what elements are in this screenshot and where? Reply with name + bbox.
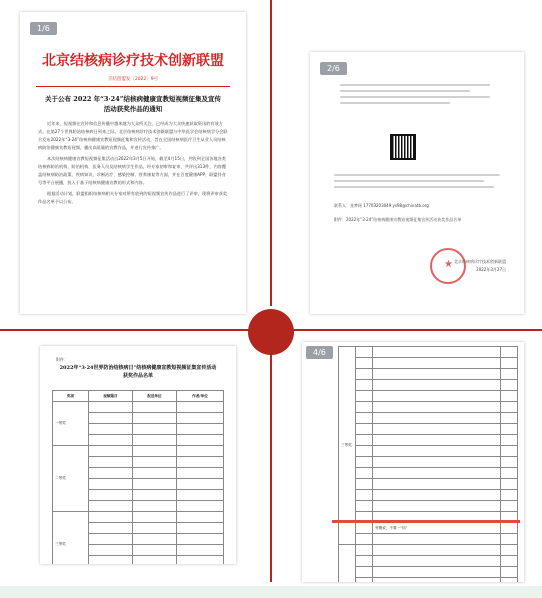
group-label: 三等奖 — [339, 347, 356, 545]
page-1 — [20, 12, 246, 314]
highlighted-cell: 劳模说，不要一“结” — [373, 523, 501, 534]
page-badge: 2/6 — [320, 62, 347, 75]
highlight-underline — [332, 520, 520, 523]
paragraph: 根据活动计划，联盟组织结核病相关专家对所有收到的短视频宣传作品进行了评审，现将评审获奖作品名单予以公布。 — [38, 191, 228, 204]
signer: 北京结核病诊疗技术创新联盟 — [454, 259, 506, 264]
column-header: 作者/单位 — [176, 391, 223, 402]
vertical-divider-bottom — [270, 352, 272, 582]
group-label: 二等奖 — [53, 446, 89, 512]
list-title: 2022年“3·24世界防治结核病日”结核病健康宣教短视频征集宣传活动获奖作品名单 — [59, 365, 217, 379]
group-label: 一等奖 — [53, 402, 89, 446]
footer-strip — [0, 586, 542, 598]
date: 2022年3月27日 — [476, 267, 506, 272]
notice-title: 关于公布 2022 年“3·24”结核病健康宣教短视频征集及宣传活动获奖作品的通知 — [45, 95, 221, 113]
page-badge: 1/6 — [30, 22, 57, 35]
page-3 — [40, 346, 236, 564]
page-4 — [302, 342, 524, 582]
body-lines — [340, 80, 490, 108]
award-table-continued — [338, 346, 518, 582]
org-title: 北京结核病诊疗技术创新联盟 — [42, 53, 224, 69]
doc-number: 京结创盟发〔2022〕9号 — [107, 77, 159, 82]
paragraph: 近年来，短视频在宣传和信息传播中越来越为大众所关注，已经成为大众快速获取资讯的有效方式。在第27个世界防治结核病日到来之际，北京结核病诊疗技术创新联盟与中华医学会结核病学分会联合发布2022年“3·24”结核病健康宣教短视频征集和宣传活动，旨在全国结核病医疗卫生从业人员结核病防治健康宣教短视频，播出高质量的宣教作品，并进行宣传推广。 — [38, 121, 228, 150]
paragraph: 本次结核病健康宣教短视频征集活动自2022年3月5日开始，截至4月15日，共收到全国各地各类结核病防治机构、防治机构、医务人员及结核病学生作品，经专家初审和复审，共评出313件，内容覆盖结核病防治政策、疾病知识、诊断治疗、感染控制、营养康复等方面，并在百度健康APP、联盟抖音号等平台展播，投入于基于结核病健康宣教的形式和内容。 — [38, 156, 227, 185]
official-seal-icon: ★ — [430, 248, 466, 284]
center-circle — [248, 309, 294, 355]
attachment-label: 附件： — [56, 357, 68, 362]
column-header: 报送单位 — [132, 391, 176, 402]
page-badge: 4/6 — [306, 346, 333, 359]
vertical-divider-top — [270, 0, 272, 306]
notice-body — [38, 120, 228, 209]
body-lines-2 — [334, 170, 500, 192]
award-table — [52, 390, 224, 564]
attachment-line: 附件：2022年“3·24”结核病健康宣教短视频征集宣传活动获奖作品名单 — [334, 217, 462, 222]
contact-line: 联系人：张梦瑶 17703203049 ys98@chinatb.org — [334, 203, 429, 208]
column-header: 奖项 — [53, 391, 89, 402]
qr-code-icon — [390, 134, 416, 160]
column-header: 视频题目 — [88, 391, 132, 402]
group-label: 三等奖 — [53, 512, 89, 565]
red-rule — [36, 86, 230, 87]
page-2 — [310, 52, 524, 314]
